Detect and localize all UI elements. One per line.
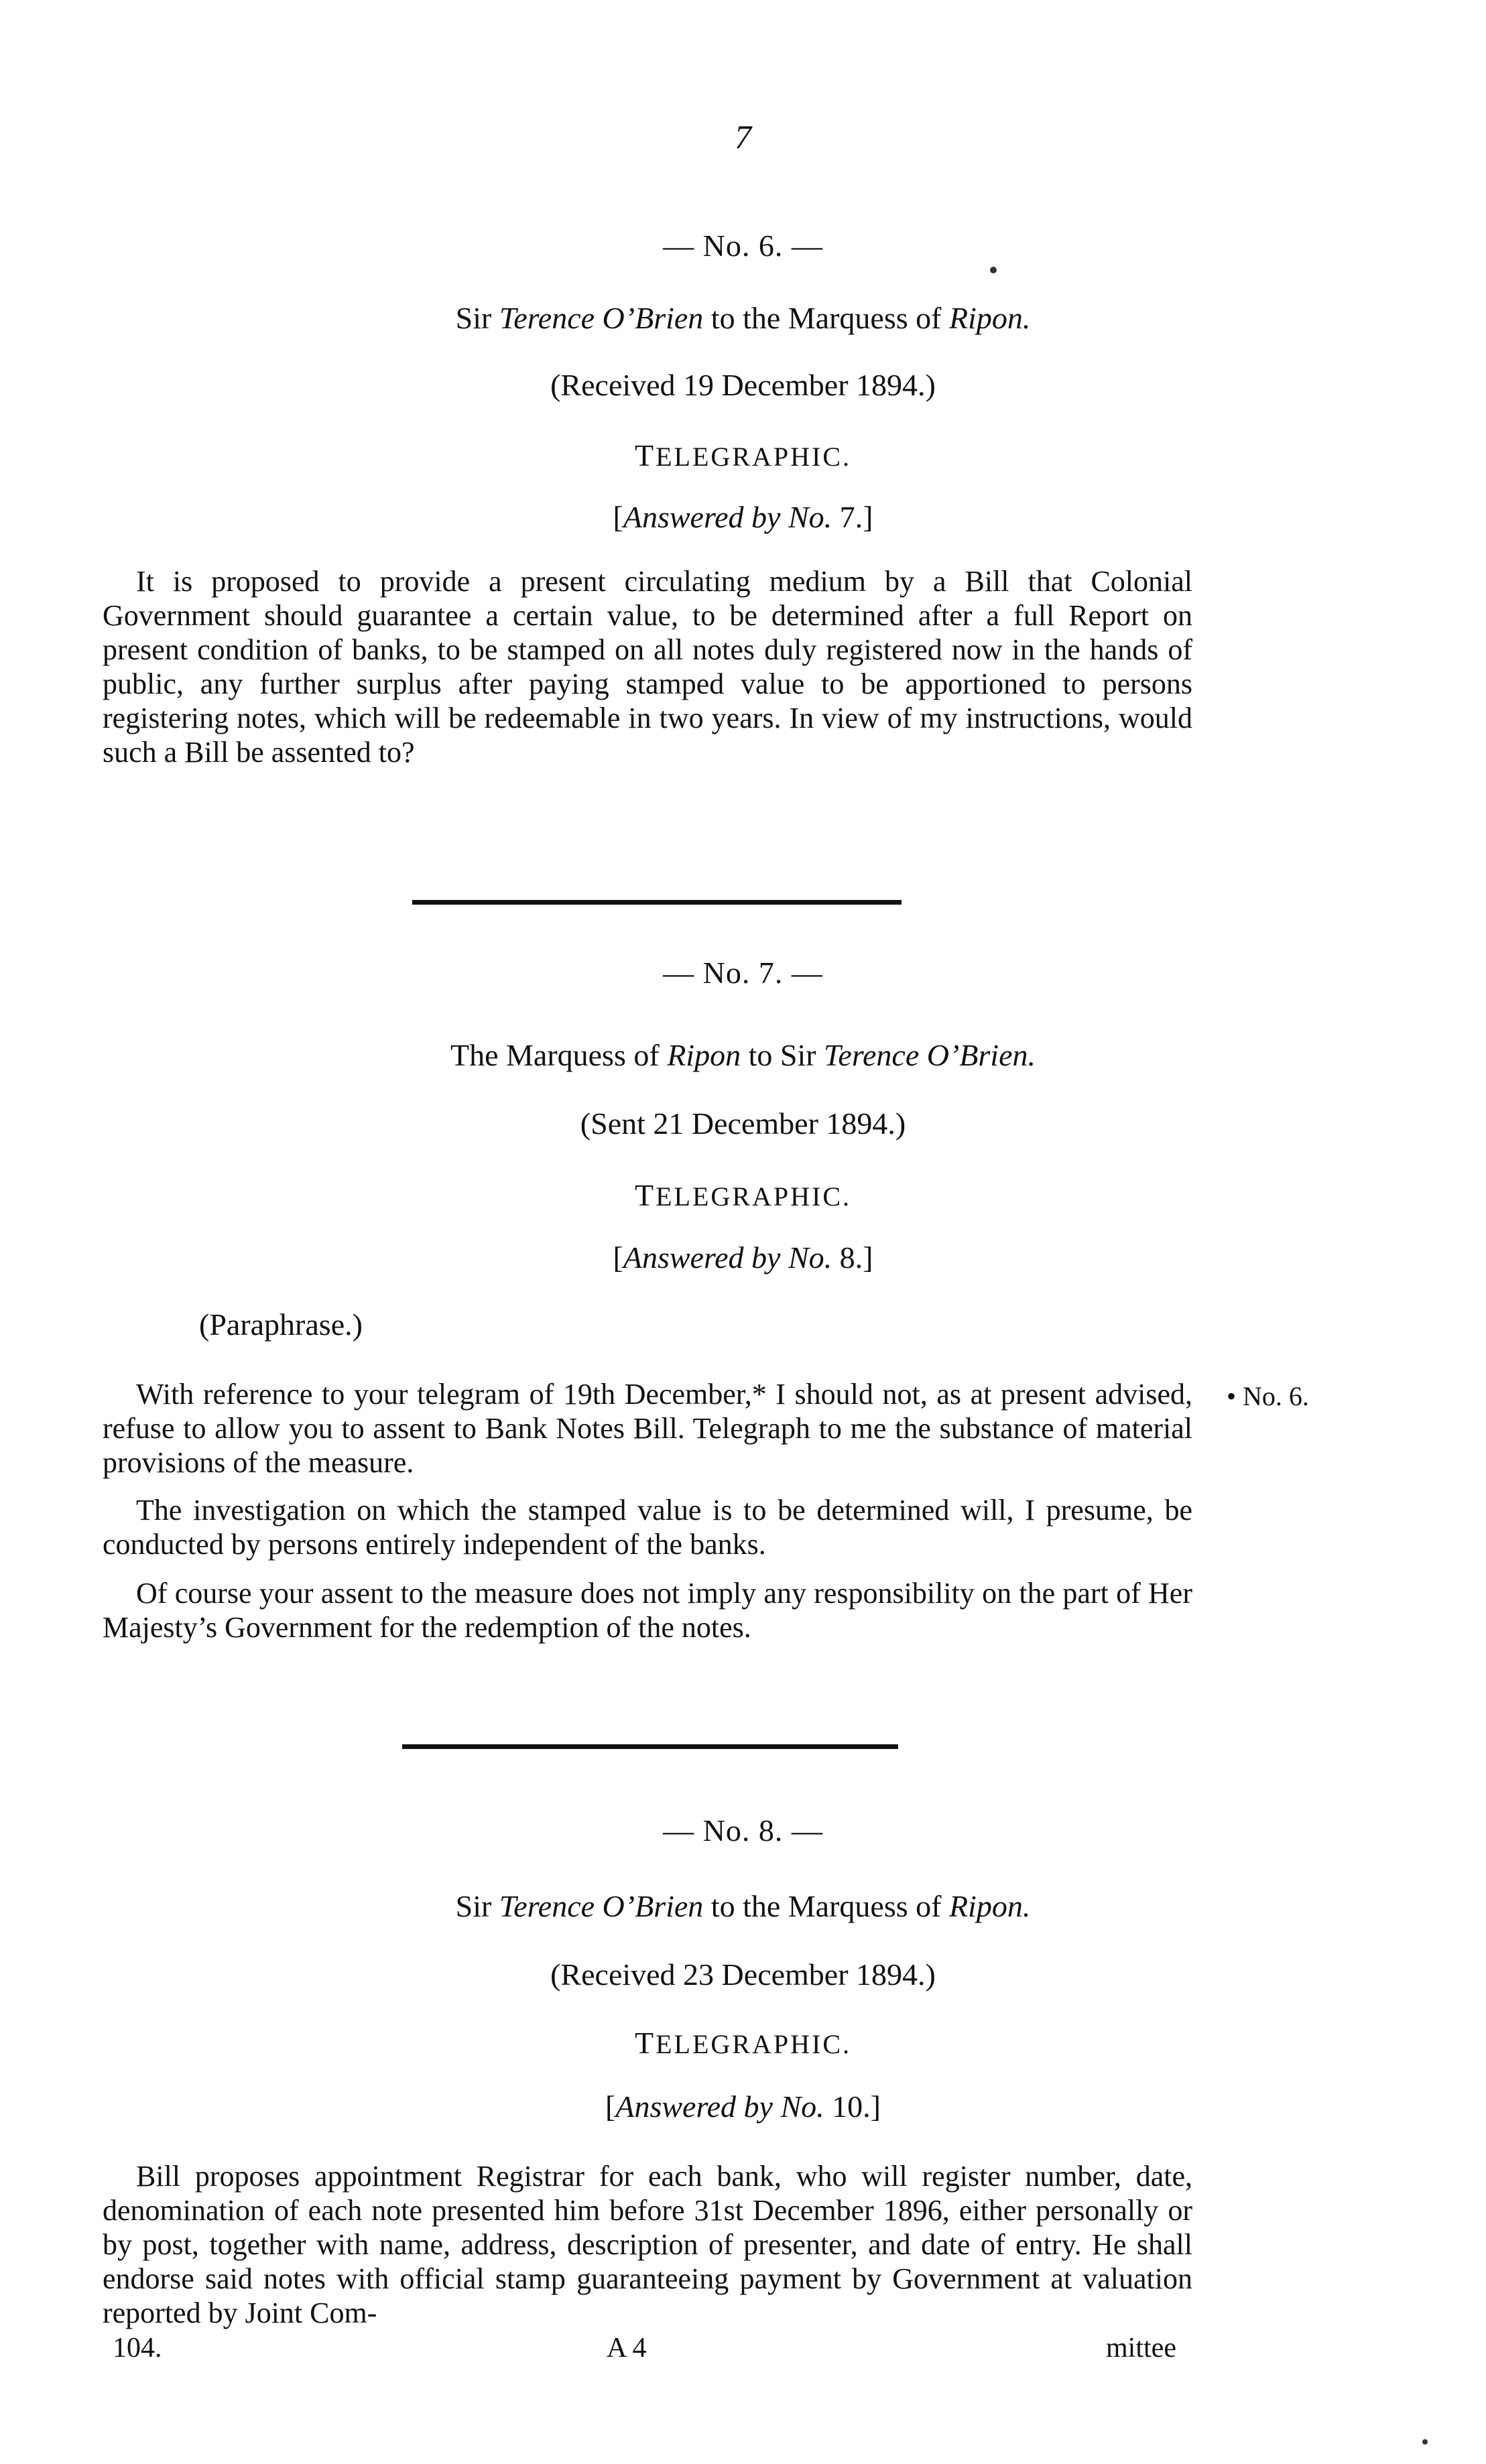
section-date: (Received 19 December 1894.) (550, 368, 936, 402)
heading-name: Terence O’Brien (499, 1889, 704, 1923)
heading-text: to Sir (741, 1038, 824, 1072)
telegraphic-rest: ELEGRAPHIC. (656, 1181, 851, 1212)
body-paragraph: The investigation on which the stamped value is to be determined will, I presume, be conducted by persons entirely independent of the banks. (103, 1494, 1192, 1561)
heading-name: Terence O’Brien (499, 301, 704, 335)
section-date: (Received 23 December 1894.) (550, 1957, 936, 1992)
heading-text: The Marquess of (450, 1038, 668, 1072)
heading-text: to the Marquess of (703, 1889, 949, 1923)
telegraphic-label (0, 2025, 1486, 2061)
telegraphic-rest: ELEGRAPHIC. (656, 442, 851, 472)
section-number: — No. 8. — (663, 1813, 823, 1847)
section-heading (0, 1037, 1486, 1073)
answered-bracket: [ (613, 500, 623, 534)
answered-by (0, 499, 1486, 535)
paraphrase-label: (Paraphrase.) (199, 1307, 363, 1342)
footer-print-number: 104. (113, 2333, 162, 2363)
footer-signature-mark: A 4 (607, 2333, 647, 2363)
section-number: — No. 6. — (663, 229, 823, 263)
telegraphic-initial: T (635, 1178, 656, 1212)
section-divider (412, 900, 902, 905)
telegraphic-initial: T (635, 2026, 656, 2060)
body-paragraph: Bill proposes appointment Registrar for each bank, who will register number, date, denomination of each note presented him before 31st December 1896, either personally or by post, together with name, address, description of presenter, and date of entry. He shall endorse said notes with official stamp guaranteeing payment by Government at valuation reported by Joint Com- (103, 2160, 1192, 2329)
heading-name: Ripon (667, 1038, 741, 1072)
telegraphic-rest: ELEGRAPHIC. (656, 2029, 851, 2059)
footer-catchword: mittee (1106, 2333, 1176, 2363)
answered-text: Answered by No. (623, 500, 832, 534)
answered-by (0, 1240, 1486, 1275)
answered-number: 10.] (824, 2089, 881, 2124)
heading-text: to the Marquess of (703, 301, 949, 335)
telegraphic-label (0, 438, 1486, 473)
heading-name: Ripon. (948, 1889, 1031, 1923)
page-number: 7 (735, 118, 751, 155)
section-heading (0, 1888, 1486, 1924)
margin-note: • No. 6. (1227, 1381, 1309, 1411)
body-paragraph: Of course your assent to the measure does not imply any responsibility on the part of Her Majesty’s Government for the redemption of the notes. (103, 1577, 1192, 1644)
section-divider (402, 1744, 898, 1749)
heading-text: Sir (455, 301, 499, 335)
heading-text: Sir (455, 1889, 499, 1923)
section-heading (0, 300, 1486, 336)
answered-text: Answered by No. (623, 1240, 832, 1275)
answered-bracket: [ (605, 2089, 616, 2124)
heading-name: Ripon. (948, 301, 1031, 335)
answered-bracket: [ (613, 1240, 623, 1275)
telegraphic-label (0, 1177, 1486, 1213)
section-date: (Sent 21 December 1894.) (580, 1106, 906, 1141)
scan-speck (1422, 2439, 1428, 2445)
telegraphic-initial: T (635, 438, 656, 472)
scan-speck (990, 267, 997, 273)
body-paragraph: With reference to your telegram of 19th December,* I should not, as at present advised, refuse to allow you to assent to Bank Notes Bill. Telegraph to me the substance of material provisions of the measure. (103, 1378, 1192, 1479)
answered-by (0, 2089, 1486, 2124)
heading-name: Terence O’Brien. (824, 1038, 1036, 1072)
body-paragraph: It is proposed to provide a present circulating medium by a Bill that Colonial Government should guarantee a certain value, to be determined after a full Report on present condition of banks, to be stamped on all notes duly registered now in the hands of public, any further surplus after paying stamped value to be apportioned to persons registering notes, which will be redeemable in two years. In view of my instructions, would such a Bill be assented to? (103, 565, 1192, 769)
answered-text: Answered by No. (615, 2089, 824, 2124)
answered-number: 8.] (832, 1240, 873, 1275)
answered-number: 7.] (832, 500, 873, 534)
section-number: — No. 7. — (663, 956, 823, 990)
